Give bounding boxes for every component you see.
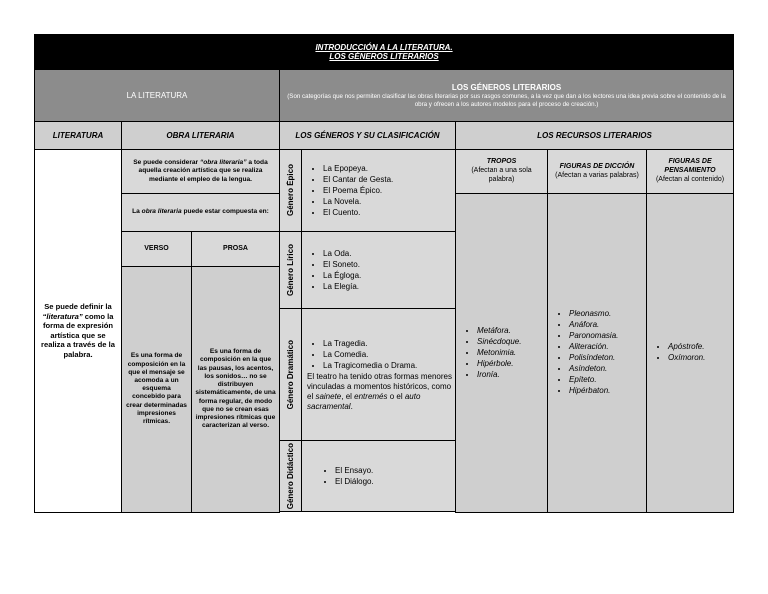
list-item: • El Cantar de Gesta. (323, 175, 452, 185)
generos-header (280, 70, 734, 122)
genero-epico-label: Género Épico (280, 150, 302, 232)
prosa-description: Es una forma de composición en la que las pausas, los acentos, los sonidos… no se distribuyen sistemáticamente, de una forma regular, de modo que no se crean esas impresiones rítmicas que caracterizan al verso. (192, 267, 280, 513)
verso-label: VERSO (122, 232, 192, 267)
list-item: • Anáfora. (569, 320, 643, 330)
list-item: • Pleonasmo. (569, 309, 643, 319)
list-item: • Oxímoron. (668, 353, 730, 363)
document-title (35, 35, 734, 70)
literatura-definition: Se puede definir la “literatura” como la forma de expresión artística que se realiza a través de la palabra. (35, 150, 122, 513)
genero-didactico-label: Género Didáctico (280, 441, 302, 512)
list-item: • La Epopeya. (323, 164, 452, 174)
genero-didactico-list (302, 441, 456, 512)
list-item: • Epíteto. (569, 375, 643, 385)
genero-lirico-list (302, 232, 456, 309)
la-literatura-header: LA LITERATURA (35, 70, 280, 122)
list-item: • Aliteración. (569, 342, 643, 352)
list-item: • Ironía. (477, 370, 544, 380)
col-obra-literaria: OBRA LITERARIA (122, 122, 280, 150)
figuras-pensamiento-list (647, 194, 734, 513)
list-item: • El Poema Épico. (323, 186, 452, 196)
obra-definition: Se puede considerar “obra literaria” a toda aquella creación artística que se realiza mediante el empleo de la lengua. (122, 150, 280, 194)
col-clasificacion: LOS GÉNEROS Y SU CLASIFICACIÓN (280, 122, 456, 150)
title-line-2: LOS GÉNEROS LITERARIOS (329, 52, 439, 61)
genero-dramatico-label: Género Dramático (280, 309, 302, 441)
list-item: • La Novela. (323, 197, 452, 207)
prosa-label: PROSA (192, 232, 280, 267)
generos-header-title: LOS GÉNEROS LITERARIOS (451, 82, 562, 92)
list-item: • Metáfora. (477, 326, 544, 336)
col-literatura: LITERATURA (35, 122, 122, 150)
obra-compuesta: La obra literaria puede estar compuesta en: (122, 194, 280, 232)
teatro-note: El teatro ha tenido otras formas menores vinculadas a momentos históricos, como el sainete, el entremés o el auto sacramental. (307, 371, 452, 411)
list-item: • Hipérbaton. (569, 386, 643, 396)
figuras-diccion-header: FIGURAS DE DICCIÓN (Afectan a varias palabras) (548, 150, 647, 194)
list-item: • La Égloga. (323, 271, 452, 281)
figuras-diccion-list (548, 194, 647, 513)
list-item: • El Diálogo. (335, 477, 452, 487)
list-item: • La Elegía. (323, 282, 452, 292)
list-item: • El Soneto. (323, 260, 452, 270)
list-item: • Hipérbole. (477, 359, 544, 369)
list-item: • Paronomasia. (569, 331, 643, 341)
list-item: • Sinécdoque. (477, 337, 544, 347)
literature-summary-document (34, 34, 733, 513)
genero-lirico-label: Género Lírico (280, 232, 302, 309)
title-line-1: INTRODUCCIÓN A LA LITERATURA. (315, 42, 453, 52)
list-item: • La Oda. (323, 249, 452, 259)
figuras-pensamiento-header: FIGURAS DE PENSAMIENTO (Afectan al contenido) (647, 150, 734, 194)
list-item: • La Tragicomedia o Drama. (323, 361, 452, 371)
tropos-header: TROPOS (Afectan a una sola palabra) (456, 150, 548, 194)
generos-header-description: (Son categorías que nos permiten clasificar las obras literarias por sus rasgos comunes, a la vez que dan a los lectores una idea previa sobre el contenido de la obra y ofrecen a los autores modelos para el proceso de creación.) (287, 92, 726, 108)
list-item: • El Ensayo. (335, 466, 452, 476)
tropos-list (456, 194, 548, 513)
list-item: • Metonimia. (477, 348, 544, 358)
verso-description: Es una forma de composición en la que el mensaje se acomoda a un esquema concebido para crear determinadas impresiones rítmicas. (122, 267, 192, 513)
list-item: • Polisíndeton. (569, 353, 643, 363)
list-item: • El Cuento. (323, 208, 452, 218)
genero-dramatico-list (302, 309, 456, 441)
col-recursos: LOS RECURSOS LITERARIOS (456, 122, 734, 150)
list-item: • Asíndeton. (569, 364, 643, 374)
list-item: • Apóstrofe. (668, 342, 730, 352)
genero-epico-list (302, 150, 456, 232)
list-item: • La Comedia. (323, 350, 452, 360)
summary-table (34, 34, 734, 513)
list-item: • La Tragedia. (323, 339, 452, 349)
